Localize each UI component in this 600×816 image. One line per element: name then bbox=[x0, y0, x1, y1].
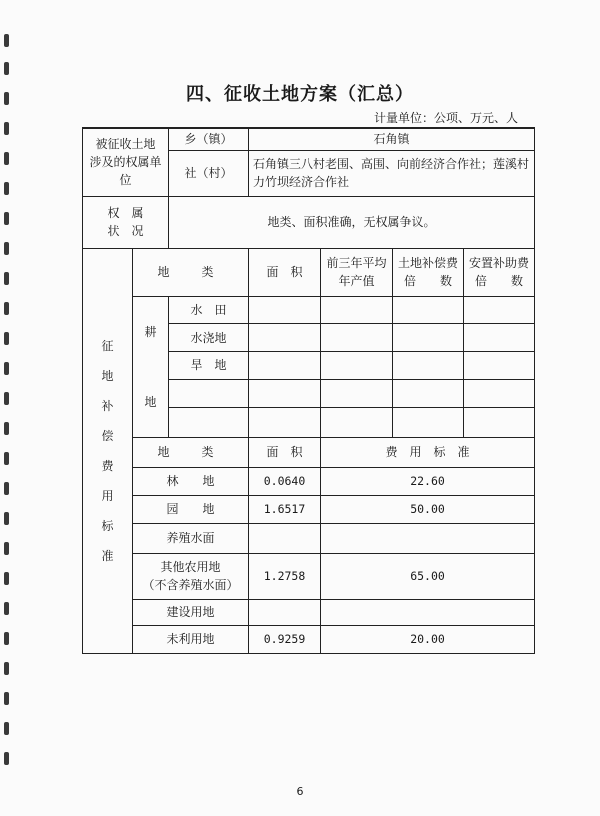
table-row bbox=[83, 625, 535, 653]
area-value: 0.0640 bbox=[249, 467, 321, 495]
standard-value bbox=[321, 523, 535, 553]
land-type: 园 地 bbox=[133, 495, 249, 523]
township-value: 石角镇 bbox=[249, 128, 535, 150]
standard-value: 22.60 bbox=[321, 467, 535, 495]
standard-value: 65.00 bbox=[321, 553, 535, 599]
standard-value: 50.00 bbox=[321, 495, 535, 523]
village-value: 石角镇三八村老围、高围、向前经济合作社；莲溪村力竹坝经济合作社 bbox=[249, 150, 535, 196]
header-resettle-multiple: 安置补助费 倍 数 bbox=[464, 248, 535, 296]
header-land-comp-multiple: 土地补偿费 倍 数 bbox=[393, 248, 464, 296]
compensation-side-label: 征 地 补 偿 费 用 标 准 bbox=[83, 248, 133, 653]
land-type: 养殖水面 bbox=[133, 523, 249, 553]
cultivated-type: 水 田 bbox=[169, 296, 249, 324]
rights-status-label: 权 属 状 况 bbox=[83, 196, 169, 248]
area-value: 0.9259 bbox=[249, 625, 321, 653]
village-label: 社（村） bbox=[169, 150, 249, 196]
header-land-type: 地 类 bbox=[133, 248, 249, 296]
ownership-label: 被征收土地 涉及的权属单位 bbox=[83, 128, 169, 196]
area-value bbox=[249, 523, 321, 553]
header-standard: 费 用 标 准 bbox=[321, 437, 535, 467]
unit-note: 计量单位：公项、万元、人 bbox=[373, 111, 518, 125]
land-type: 其他农用地 （不含养殖水面） bbox=[133, 553, 249, 599]
header-land-type-lower: 地 类 bbox=[133, 437, 249, 467]
table-row bbox=[83, 523, 535, 553]
table-row bbox=[83, 467, 535, 495]
area-value: 1.6517 bbox=[249, 495, 321, 523]
cultivated-type bbox=[169, 379, 249, 407]
cultivated-type bbox=[169, 407, 249, 437]
area-value bbox=[249, 599, 321, 625]
table-row bbox=[83, 495, 535, 523]
table-row bbox=[83, 599, 535, 625]
table-row bbox=[83, 553, 535, 599]
land-type: 未利用地 bbox=[133, 625, 249, 653]
cultivated-label: 耕 地 bbox=[133, 296, 169, 437]
header-area-lower: 面 积 bbox=[249, 437, 321, 467]
land-type: 建设用地 bbox=[133, 599, 249, 625]
cultivated-type: 旱 地 bbox=[169, 352, 249, 380]
standard-value: 20.00 bbox=[321, 625, 535, 653]
header-area: 面 积 bbox=[249, 248, 321, 296]
area-value: 1.2758 bbox=[249, 553, 321, 599]
rights-status-value: 地类、面积准确，无权属争议。 bbox=[169, 196, 535, 248]
page-title: 四、征收土地方案（汇总） bbox=[186, 84, 414, 105]
township-label: 乡（镇） bbox=[169, 128, 249, 150]
page-number: 6 bbox=[296, 785, 304, 798]
binding-holes bbox=[0, 0, 14, 816]
standard-value bbox=[321, 599, 535, 625]
land-type: 林 地 bbox=[133, 467, 249, 495]
land-expropriation-table bbox=[82, 127, 535, 654]
header-avg-output: 前三年平均 年产值 bbox=[321, 248, 393, 296]
cultivated-type: 水浇地 bbox=[169, 324, 249, 352]
